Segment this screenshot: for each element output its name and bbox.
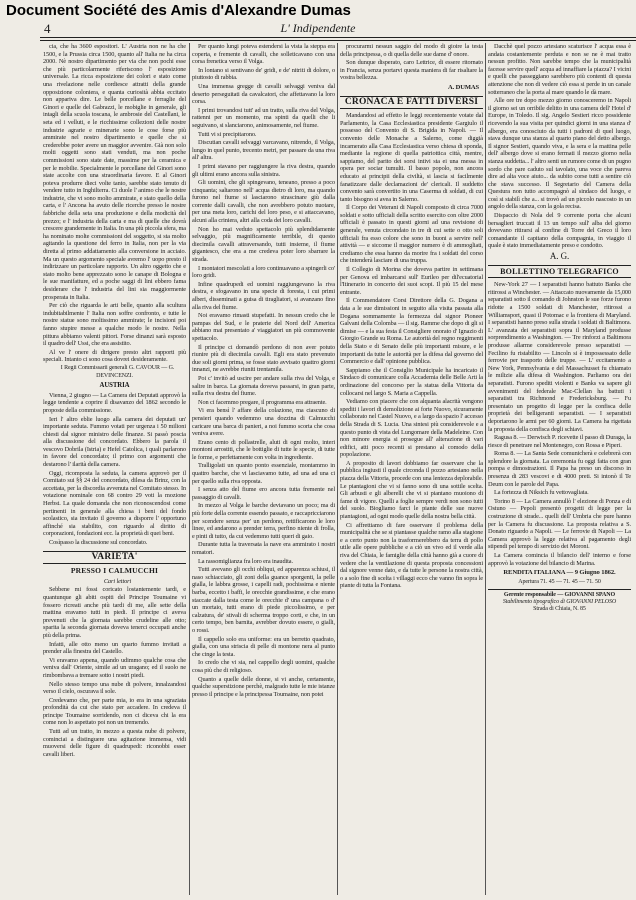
masthead-rule-2 bbox=[40, 40, 636, 41]
article-paragraph: Ieri l' altro eblie luogo alla camera dei deputati un' importante seduta. Fummo votati per urgenza i 50 milioni chiesti dal signor ministro delle finanze. Si passò poscia alla discussione del concordato. Ebbero la parola il vescovo Dobrila (Istria) e Hefel Catolica, i quali parlarono in favore del concordato; il primo con argomenti che destarono l' ilarità della camera. bbox=[43, 415, 186, 469]
article-paragraph: Nello stesso tempo una nube di polvere, innalzandosi verso il cielo, oscurava il sole. bbox=[43, 680, 186, 696]
column-divider bbox=[485, 43, 486, 895]
article-paragraph: Il Corpo dei Veterani di Napoli composto di circa 7000 soldati e sotto ufficiali della scritto esercito con oltre 2000 ufficiali è passato in questi giorni ad una revisione di generale, venuta circondato in tre di cui sette o otto soli ufficiali fra esso colore che sono in buoni a servire nell' attività — e siccome il maggior numero è di ammogliati, crediamo che essa hanno da morire fra i soldati del corso che intenderà lasciare di una truppa. bbox=[340, 204, 483, 265]
telegram-paragraph: Torino 8 — La Camera annullò l' elezione di Ponza e di Ostuno — Pepoli presentò progetti di legge per la costruzione di strade... quelli dell' Umbria che pure hanno per la Camera fu discussione. La proposta relativa a S. Donato riguardo a Napoli. — Le ferrovie di Napoli — La Camera approvò la legge relativa al pagamento degli stipendi pel tempo di servizio dei Moroni. bbox=[488, 497, 631, 551]
article-paragraph: Noi eravamo rimasti stupefatti. In nessun credo che le pampas del Sud, e le praterie del Nord dell' America abbiano mai presentato a' viaggiatori un più commovente spettacolo. bbox=[192, 312, 335, 342]
article-paragraph: Tutti avevano gli occhi obliqui, ed apparenza schiusi, il naso schiacciato, gli zoni della guance sporgenti, la pelle gialla, le labbra grosse, i capelli radi, pochissima e niente barba, eccetto i baffi, le orecchie grandissime, e che erano staccate dalla testa come le orecchie d' una campana o d' un mortaio, tutti erano di piede piccolissimo, e per calzatura, de' stivali di scherma troppo corti, e che, in un certo tempo, ben barnita, avrebber dovuto essere, o gialli, o rossi. bbox=[192, 566, 335, 634]
column-divider bbox=[337, 43, 338, 895]
article-paragraph: Mandandosi ad effetto le leggi recentemente votate dal Parlamento, la Casa Ecclesiastica presidente Gargiulo il possesso del Convento di S. Brigida in Napoli. — Il convento delle Monache a Salerno, come diggià incamerato alla Casa Ecclesiastica verso chiesa di sponda, mediante la regione di quella patriottica città, mentre, sappiamo, del parito dei sorsi intivi sta ei una messa in opera per sociar tumulti. Il basso popolo, non ancora educato ai principii della civiltà, si lascia si facilmente fanatizzare dalle declamazioni de' clericali. Il suddetto convento sarà convertito in una Caserma di soldati, di cui tanto bisogno si avea in Salerno. bbox=[340, 112, 483, 203]
footer-gerente: Gerente responsabile — GIOVANNI SPANO bbox=[503, 591, 616, 598]
article-paragraph: Vienna, 2 giugno — La Camera dei Deputati approvò la legge tendente a coprire il disavanzo del 1862 secondo le proposte della commissione. bbox=[43, 391, 186, 414]
article-paragraph: Il cappello solo era uniforme: era un berretto quadrato, gialla, con una striscia di pelle di montone nera al punto che cinge la testa. bbox=[192, 635, 335, 658]
article-paragraph: Discutian cavalli selvaggi varcavano, nitrendo, il Volga, lungo in quel punto, trecento metri, per passare da una riva all' altra. bbox=[192, 139, 335, 162]
article-paragraph: Infine quadrupedi ed uomini raggiungevano la riva destra, e sfogavano in una specie di foresta, i cui primi alberi, disseminati a guisa di tiragliatori, si avanzano fino alla riva del fiume. bbox=[192, 280, 335, 311]
article-paragraph: cia, che ha 3600 espositori. L' Austria non ne ha che 1500, e la Prussia circa 1500, quanto all' Italia ne ha circa 2000. Nè nostro dipartimento per via che non pochi esse che più particolarmente riferiscono l' esposizione universale. La ricca esposizione dei colori e stato come una rivelazione nelle cordiesce attratti della grande opposizione coloniera, e quanta curiosità abbia eccitato non appariva dire. Le belle porcellane e ferraglie del Ginori e quelle del Gabrazzi, le mobiglie in generale, gli intagli della scuola toscana, le ambrosie del Castellani, le seta ed i velluti, e le ricchissime collezioni delle nostre industrie agrarie e minerarie sono le cose forse più ammirate nel nostro dipartimento e quelle che si crederebbe poter avere un maggior avvenire. Già non solo molti oggetti sono stati venduti, ma non poche commissioni sono state date, massime per la ceramica e per le mobilie. Specialmente le porcellane del Ginori sono state accolte con una straordinaria favore. E al Ginori poteva produrre dieci volte tanto, sarebbe stato tenuto di vendere tutto in Inghilterra. Ci duole l' animo che le nostre industrie, che vi sono molto ammirate, e stato quello della carta, e l' Ancona ha avuto delle ricerche presso le nostre fabbriche della seta una produzione e della modicità del prezzo; e l' industria della carta e ma di quelle che dovrà crescere grandemente in Italia. In una più piccola sfera, ma ha nominato molte commissioni del soggetto, si sta molto agitando la questione del ferro in Italia, non per la via diretta al primo addattamento alla conversione in acciaio. Ma un questo argomento speciale avremo l' uopo presto il indirizzare un particolare rapporto. Un altro oggetto che e stato molto bene apprezzato sono le canape di Bologna e le sue manifatture, ed a poche saggi di lini ebbero fama desiderare che l' industria del lini sia maggiormente prosperata in Italia. bbox=[43, 43, 186, 301]
article-paragraph: Dispaccio di Nola del 9 corrente porta che alcuni bersaglieri truccati il 13 un tempo sull' alba del giorno dovevano ritirarsi al confine di Torre del Greco il loro comandante il capitano della compagnia, in viaggio il quale è stato immediatamente preso e condotto. bbox=[488, 212, 631, 250]
article-paragraph: Quanto a quelle delle donne, si vi anche, certamente, qualche superstizione perchè, malgrado tutte le mie istanze presso il principe e la principessa Toumaine, non potei bbox=[192, 675, 335, 698]
article-paragraph: Vediamo con piacere che con alquanta alacrità vengono spediti i lavori di demolizione ai forte Nuovo, sicuramente collaborato nel Castel Nuovo, e a largo da spazio l' accesso della Strada di S. Lucia. Una sintesi più considerevole e a questo punto di vista del Lungomare della Madeleine. Con non minore energia si prosegue all' alterazione di vari edifici, atti poco recenti si prestano al comodo della popolazione. bbox=[340, 398, 483, 459]
article-paragraph: Il Collegio di Morina che doveva partire in settimana per Genova ed imbarcarsi sull' Eurileo per dil'ecuatorial l'Itinerario in concerto dei suoi scopi. Il più 15 del mese entrante. bbox=[340, 266, 483, 296]
article-paragraph: I primi trovandosi tutt' ad un tratto, sulla riva del Volga, rattenni per un momento, ma spinti da quelli che li seguivano, si slanciarono, animosamente, nel fiume. bbox=[192, 106, 335, 129]
article-paragraph: Tutti ad un tratto, in mezzo a questa nube di polvere, cominciai a distinguere una agitazione immensa, vidi muoversi delle figure di quadrupedi: riconobbi esser cavalli liberi. bbox=[43, 728, 186, 758]
article-paragraph: Cosìpasso la discussione sul concordato. bbox=[49, 539, 148, 546]
article-paragraph: Tralligolati un quanto ponto essenziale, montammo in quattro barche, che vi lasciavamo tutte, ad una ad una ci per quello sulla riva opposta. bbox=[192, 462, 335, 485]
footer-printer: Stabilimento tipografico di GIOVANNI PELOSO bbox=[502, 598, 617, 605]
article-paragraph: I montatori mescolati a loro continuavano a spingerli co' loro gridi. bbox=[192, 264, 335, 280]
article-paragraph: Il principe ci domandò perdono di non aver potuto riunire più di diecimila cavalli. Egli era stato prevenuto due soli giorni prima, se fosse stato avvisato quattro giorni innanzi, ne avrebbe riuniti trentamila. bbox=[192, 343, 335, 374]
rendita-heading: RENDITA ITALIANA — 9 Giugno 1862. bbox=[503, 569, 616, 577]
article-paragraph: A proposito di lavori dobbiamo far osservare che la pubblica ingiusti il quale circonda il pozzo artesiano nella piazza della Vittoria, procede con una lentezza deplorabile. Le piantagioni che vi si fanno sono di una sottile scelta. Gli arbusti e gli alberelli che vi si piantano muoiono di fame di vigore. Quelli a foglie sempre verdi non sono tutti del suolo. Biogliamo farci le piante delle sue nuove piantagioni, ad ogni modo quelle della nostra bella città. bbox=[340, 459, 483, 521]
article-paragraph: procurarmi nessun saggio del modo di gioire la testa della principessa, o di quella delle sue dame d' onore. bbox=[340, 43, 483, 58]
article-paragraph: Poi c' invitò ad uscire per andare sulla riva del Volga, e salire in barca. La giornata doveva passarsi, in gran parte, sulla riva destra del fiume. bbox=[192, 374, 335, 398]
column-divider bbox=[189, 43, 190, 895]
article-paragraph: Infatti, alle otto meno un quarto fummo invitati a prender alla finestra del Castello. bbox=[43, 640, 186, 656]
telegram-paragraph: La Camera comincia il bilancio dell' interno e forse approvò la votazione del bilancio di Marina. bbox=[488, 552, 631, 567]
article-paragraph: I primi stavano per raggiungere la riva destra, quando gli ultimi erano ancora sulla sinistra. bbox=[192, 162, 335, 178]
telegram-paragraph: La fortezza di Niksich fu vettovagliata. bbox=[494, 489, 589, 497]
article-paragraph: Dacchè quel pozzo artesiano scaturisce l' acqua essa è andata costantemente perduta e non se ne è mai tratto nessun profitto. Non sarebbe tempo che la municipalità facesse servire quell' acqua ad innaffiare la piazza? I vicini e quelli che passeggiano sarebbero più contenti di questa attenzione che non di vedere ciò essa si perde in un canale sotterraneo che la porta al mare quando le dà mare. bbox=[488, 43, 631, 96]
page-number: 4 bbox=[44, 21, 51, 36]
section-head-austria: AUSTRIA bbox=[99, 382, 130, 390]
article-paragraph: Io credo che vi sia, nel cappello degli uomini, qualche cosa più che di religioso. bbox=[192, 659, 335, 674]
column-1 bbox=[43, 43, 186, 895]
newspaper-masthead: L' Indipendente bbox=[280, 21, 356, 35]
article-paragraph: Non ho mai veduto spettacolo più splendidamente selvaggio, più magnificamente terribile, di questo diecimila cavalli attraversando, tutti insieme, il fiume gigantesco, che era a me credeva poter loro sbarrare la strada. bbox=[192, 225, 335, 264]
article-paragraph: Tutti vi si precipitarono. bbox=[198, 130, 257, 138]
section-title-bollettino: BOLLETTINO TELEGRAFICO bbox=[488, 265, 631, 279]
commissioners-signature: I Regii Commissarii generali G. CAVOUR — G. DEVINCENZI. bbox=[60, 364, 175, 379]
article-paragraph: Una immensa gregge di cavalli selvaggi veniva dal deserto perseguitati da cavalcatori, che affettavano la loro corsa. bbox=[192, 82, 335, 106]
article-paragraph: Per quanto lungi poteva estendersi la vista la steppa era coperta, e fremente di cavalli, che solleticavano con una corsa frenetica verso il Volga. bbox=[192, 43, 335, 66]
article-paragraph: Credevamo che, per parte mia, io era in una sgraziata profondità da cui che stato per accadere. In credeva il principe Toumaine sorridendo, non ci diceva chi la era come non lo aspettato poi non un tremendo. bbox=[43, 696, 186, 727]
article-paragraph: Durante tutta la traversata la nave era ammirato i nostri rematori. bbox=[192, 541, 335, 556]
footer-rule bbox=[488, 589, 631, 590]
rendita-values: Apertura 71. 45 — 71. 45 — 71. 50 bbox=[518, 578, 601, 585]
article-paragraph: Al ve l' onere di dirigere presto altri rapporti più speciali. Intanto ci sono cosa dovrei desideramente. bbox=[43, 348, 186, 364]
article-paragraph: Non ci facemmo pregare, il programma era attraente. bbox=[198, 398, 327, 406]
author-signature: A. DUMAS bbox=[448, 83, 479, 91]
document-source-banner: Document Société des Amis d'Alexandre Dumas bbox=[6, 2, 351, 19]
article-paragraph: Sappiamo che il Consiglio Municipale ha incaricato il Sindaco di comunicare colla Accademia delle Belle Arti la ordinazione del concorso per la statua della Vittoria da collocarsi nel largo S. Maria a Cappella. bbox=[340, 366, 483, 397]
article-paragraph: In lontano si sentivano de' gridi, e de' nitriti di dolore, o piuttosto di rabbia. bbox=[192, 66, 335, 82]
footer-address: Strada di Chiaia, N. 85 bbox=[533, 605, 586, 612]
section-title-cronaca: CRONACA E FATTI DIVERSI bbox=[340, 96, 483, 110]
telegram-paragraph: Ragusa 8. — Derwisch P. ricevette il passo di Duraga, la riesce di penetrare nel Montenegro, con Rossa e Piperi. bbox=[488, 434, 631, 449]
article-paragraph: Gli uomini, che gli spingevano, teneano, presso a poco cinquanta; saltarono nell' acqua dietro di loro, ma quando furono nel fiume si lasciarono strascinare giù dalla corrente dalli cavalli, che non avrebbero potuto nuotare, per una meta loro, carichi del loro peso, e si attaccavano, alcuni alla criniera, altri alla coda dei loro cavalli. bbox=[192, 179, 335, 225]
article-paragraph: Ci affrettiamo di fare osservare il problema della municipalità che se si piantasse qualche ramo alla stagione e a certo punto non la trasformerebbero da terra di pollo utile alle opere pubbliche e a ciò un vivo ed il verde alla riva del Chiaia, le famiglie della città hanno già a cuore di vedere che la ventilazione di questa proposta concessioni dal signore venne dato, e da tutte le persone la nostra città, o a solo fine di scelta i villaggi ecco che vanno fin sopra le piante di tutta la Fontana. bbox=[340, 521, 483, 590]
article-paragraph: In mezzo al Volga le barche deviavano un poco; ma di più forte della corrente essendo passato, e raccapricciarono per scendere senza per' un perdono, rettificarono le loro linee, ed andarono a prender terra, perfino niente di frolla, e pinti di tutto, da cui vedemmo tutti queri di gaio. bbox=[192, 502, 335, 540]
article-paragraph: Per ciò che riguarda le arti belle, quanto alla scultura indubitabilmente l' Italia non soffre confronto, e tutte le nostre statue sono moltissimo ammirate; le incisioni poi fanno stupire messe a qualche modo le nostre. Nella pittura abbiamo valenti pittori. Forse dinanzi sarà esposto il quadro dell' Ussi, che era assistito. bbox=[43, 302, 186, 348]
article-paragraph: Alle ore tre dopo mezzo giorno conosceremo in Napoli il giorno sei un orribile delitto in una camera dell' Hotel d' Europe, in Toledo. Il sig. Angelo Sestieri ricco possidente ricevendo la sua visita per quindici giorni in una stanza d' albergo, era conosciuto da tutti i padroni di quel luogo, stava dunque una stanza al quarto piano del detto albergo. Il signor Sestieri, quando viva, e la sera e la mattina pelle dell' albergo dove si erano fermati il mezzo giorno nella stanza suddetta... l' altro senti un rumore come di un pugno sordo che pare caduto sul tavolato, una voce che pareva dire ad alta voce aiuto... da subito corse tutti a sentire ciò che stava successo. Il Segretario del Camera della Questura non tutto accompagnò al sindaco del luogo, e così si stabilì che a... si trovò ad un piccolo nascosto in un angolo della stanza, con la gola recisa. bbox=[488, 97, 631, 211]
masthead-rule bbox=[40, 37, 636, 38]
article-paragraph: I senza atto del fiume ero ancora tutta fremente nel passaggio di cavalli. bbox=[192, 486, 335, 501]
article-paragraph: La rassomiglianza fra loro era inaudita. bbox=[198, 557, 293, 565]
article-paragraph: Vi eravamo appena, quando udimmo qualche cosa che veniva dall' Oriente, simile ad un uragano; ed il suolo ne rimbombava a tremare sotto i nostri piedi. bbox=[43, 656, 186, 679]
article-paragraph: Son dunque disperato, caro Lettrice, di essere ritornato in Francia, senza portarvi questa maniera di far risaltare la vostra bellezza. bbox=[340, 59, 483, 82]
column-3 bbox=[340, 43, 483, 895]
article-paragraph: Vi era bensì l' affare della colazione, ma ciascuno di pensieri quando vedemmo una dozzina di Calmucchi caricare una barca di panieri, a noi fummo scorta che cosa veniva avere. bbox=[192, 407, 335, 438]
telegram-paragraph: Roma 8. — La Santa Sede comunicherà e celebrerà con splendore la giornata. La ceremonia fu oggi fatta con gran pompa e dimostrazioni. Il Papa ha preso un discorso in presenza di 283 vescovi e di 4000 preti. Si intonò il Te Deum con le parole del Papa. bbox=[488, 450, 631, 488]
telegram-paragraph: New-York 27 — I separatisti hanno battuto Banks che ritirossi a Winchester. — Attaccato nuovamente da 15,000 separatisti sotto il comando di Johnston le sue forze furono ridotte a 1500 soldati di Manchester, ritirossi a Williamsport, quasi il Potomac e la frontiera di Maryland. I separatisti hanno preso sulla strada i soldati di Baltimora. L' avanzata dei separatisti sopra il Maryland produsse sorprendimento a Washington. — Tre rinforzi a Baltimora produsse allarme considerevole presso separatisti — Fecilino fu ristabilito — Lincoln si è impossessato delle ferrovie per trasporto delle truppe. — L' eccitamento a New York, Pennsylvania e del Massachusset fu chiamato le milizie alla difesa di Washington. Parliamo ora dei separatisti. Furono spediti violenti e Banks va sapere gli avvenimenti del federale Mac-Clellan ha battuti i separatisti tra Richmond e Fredericksburg. — Fu presentato un progetto di legge per la confisca delle proprietà dei belligeranti separatisti. — I separatisti deportarono le armi per 60 giorni. La Camera ha rigettata la proposta della confisca degli schiavi. bbox=[488, 281, 631, 433]
article-paragraph: Oggi, ricomposta la seduta, la camera approvò per il Comitato sui §§ 24 del concordato, dilesa da Brinz, con la accettata, per la discordia avvenuta nel Comitato stesso. In votazione nominale con 68 contro 29 voti la mozione Herbst. La quale domanda che non riconoscendosi come pertinenti in generale alla chiesa i beni del fondo scolastico, sia invitato il governo a disporre l' opportuno affinché sia stabilito, con riguardo al diritto di corporazioni, fondazioni ecc. la proprietà di quei beni. bbox=[43, 469, 186, 538]
section-subtitle: PRESSO I CALMUCCHI bbox=[70, 566, 159, 576]
article-paragraph: Erano cento di pollastrelle, aluti di ogni molto, interi montoni arrostiti, che le bottiglie di tutte le specie, di tutte le forme, e perfettamente con volta in ingrediente. bbox=[192, 438, 335, 461]
column-4 bbox=[488, 43, 631, 895]
letter-salutation: Cari lettori bbox=[103, 577, 132, 585]
article-paragraph: Il Commendatore Corsi Direttore della G. Dogana a data a le sue dimissioni in seguito alla visita passata alla Dogana sommamente la fermezza dal signor Pioneer Galvani della Colomba — il sig. Ramme che dopo di gli si dimise — e la sua festa il Consigliere onorato d' Ignazio di Giorgio Grande su Roma. Le autorità del regno reggimenti della Stato e di Senato delle più importanti misure, e le importanti da tutte le autorità per la difesa dal governo del Commercio e dall' opinione pubblica. bbox=[340, 297, 483, 366]
column-2 bbox=[192, 43, 335, 895]
article-paragraph: Sebbene mi fossi coricato lostantemente tardi, e quantunque gli abiti ospiti del Principe Toumaine vi fossero ricreati anche più tardi di me, alle sette della mattina eravamo tutti in piedi. Il principe ci aveva prevenuti che la giornata sarebbe crudeline alle otto; sparita la seconda giornata doveva tenerci occupati anche più della prima. bbox=[43, 586, 186, 639]
section-title-varieta: VARIETA' bbox=[43, 551, 186, 565]
author-initials: A. G. bbox=[549, 251, 570, 262]
